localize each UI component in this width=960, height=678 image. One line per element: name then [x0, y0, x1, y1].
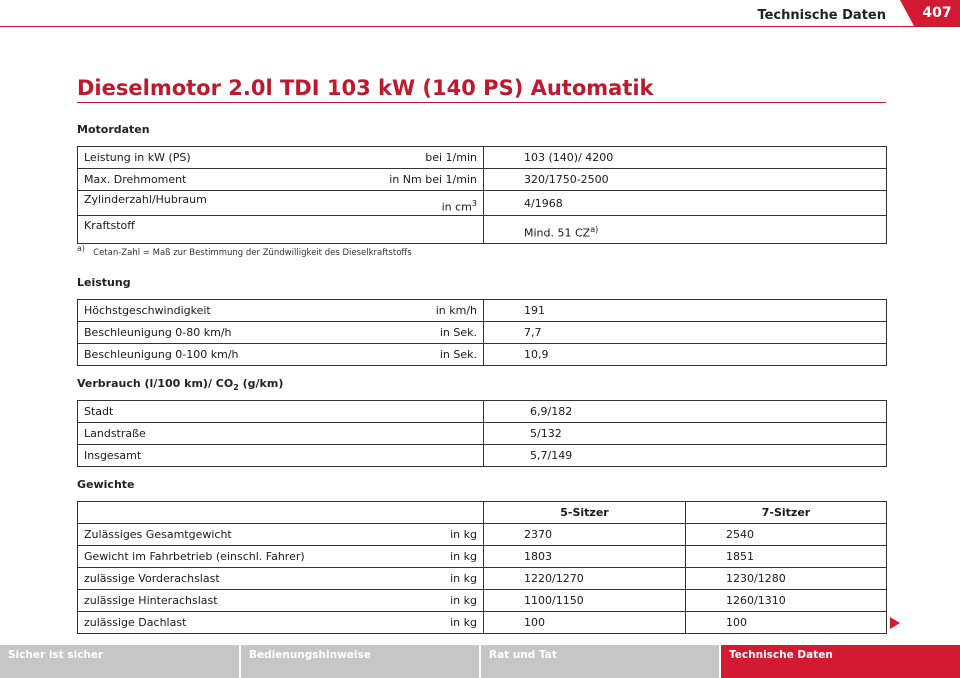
column-header-7-sitzer: 7-Sitzer: [686, 502, 887, 524]
footnote-text: Cetan-Zahl = Maß zur Bestimmung der Zündwilligkeit des Dieselkraftstoffs: [93, 247, 412, 258]
row-value-7: 100: [686, 612, 887, 634]
row-label: Insgesamt: [78, 445, 484, 467]
page-number-notch: [900, 0, 914, 26]
row-value: 320/1750-2500: [484, 169, 887, 191]
section-heading-leistung: Leistung: [77, 276, 131, 289]
header-empty-cell: [78, 502, 484, 524]
label-text: Leistung in kW (PS): [84, 151, 191, 164]
table-row: [78, 344, 887, 366]
row-label: [78, 300, 484, 322]
footer-tab-sicher[interactable]: Sicher ist sicher: [0, 645, 239, 678]
table-row: [78, 445, 887, 467]
row-label: Gewicht im Fahrbetrieb (einschl. Fahrer) in kg: [78, 546, 484, 568]
footer-tab-bedienung[interactable]: Bedienungshinweise: [241, 645, 479, 678]
unit-text: in Nm bei 1/min: [389, 173, 477, 186]
title-rule: [77, 102, 886, 103]
unit-text: in Sek.: [439, 326, 477, 339]
table-row: [78, 423, 887, 445]
row-value: 10,9: [484, 344, 887, 366]
row-value: 103 (140)/ 4200: [484, 147, 887, 169]
column-header-5-sitzer: 5-Sitzer: [484, 502, 686, 524]
row-label: [78, 169, 484, 191]
footnote-mark: a): [77, 244, 86, 253]
row-value: 7,7: [484, 322, 887, 344]
row-value-7: 1260/1310: [686, 590, 887, 612]
row-label: [78, 344, 484, 366]
table-header-row: [78, 502, 887, 524]
row-label: [78, 216, 484, 244]
unit-text: bei 1/min: [425, 151, 477, 164]
row-label: Stadt: [78, 401, 484, 423]
footnote: [77, 244, 412, 258]
table-row: [78, 524, 887, 546]
header-rule: [0, 26, 960, 27]
row-label: zulässige Vorderachslast in kg: [78, 568, 484, 590]
page-title: Dieselmotor 2.0l TDI 103 kW (140 PS) Automatik: [77, 76, 654, 100]
row-label: zulässige Hinterachslast in kg: [78, 590, 484, 612]
unit-text: in $cm^3$: [441, 198, 477, 214]
footer-nav: [0, 645, 960, 678]
table-row: [78, 546, 887, 568]
label-text: Beschleunigung 0-80 km/h: [84, 326, 232, 339]
row-value-5: 1220/1270: [484, 568, 686, 590]
row-value-5: 1100/1150: [484, 590, 686, 612]
table-row: [78, 401, 887, 423]
row-label: Zulässiges Gesamtgewicht in kg: [78, 524, 484, 546]
row-value-7: 1851: [686, 546, 887, 568]
label-text: Beschleunigung 0-100 km/h: [84, 348, 239, 361]
row-value-5: 100: [484, 612, 686, 634]
table-gewichte: [77, 501, 887, 634]
label-text: Max. Drehmoment: [84, 173, 187, 186]
row-value: 4/1968: [484, 191, 887, 216]
unit-text: in Sek.: [439, 348, 477, 361]
row-value: Mind. 51 CZ$^{a)}$: [484, 216, 887, 244]
footer-tab-rat-und-tat[interactable]: Rat und Tat: [481, 645, 719, 678]
table-row: [78, 147, 887, 169]
table-row: [78, 568, 887, 590]
section-heading-gewichte: Gewichte: [77, 478, 135, 491]
row-value-5: 2370: [484, 524, 686, 546]
row-label: [78, 191, 484, 216]
unit-text: in km/h: [435, 304, 477, 317]
row-value: 5/132: [484, 423, 887, 445]
table-row: [78, 191, 887, 216]
triangle-right-icon[interactable]: [890, 617, 900, 629]
table-motordaten: [77, 146, 887, 244]
row-value: 6,9/182: [484, 401, 887, 423]
row-label: [78, 147, 484, 169]
table-verbrauch: [77, 400, 887, 467]
row-value-7: 2540: [686, 524, 887, 546]
row-value-5: 1803: [484, 546, 686, 568]
section-heading-motordaten: Motordaten: [77, 123, 150, 136]
header-title: Technische Daten: [757, 8, 886, 23]
table-row: [78, 322, 887, 344]
section-heading-verbrauch: Verbrauch (l/100 km)/ $CO_2$ (g/km): [77, 377, 284, 393]
table-row: [78, 169, 887, 191]
table-row: [78, 612, 887, 634]
table-leistung: [77, 299, 887, 366]
label-text: Höchstgeschwindigkeit: [84, 304, 211, 317]
page-number: 407: [914, 0, 960, 26]
row-label: [78, 322, 484, 344]
row-label: zulässige Dachlast in kg: [78, 612, 484, 634]
table-row: [78, 590, 887, 612]
label-text: Zylinderzahl/Hubraum: [84, 192, 207, 206]
table-row: [78, 216, 887, 244]
table-row: [78, 300, 887, 322]
row-value: 191: [484, 300, 887, 322]
label-text: Kraftstoff: [84, 219, 135, 232]
row-value-7: 1230/1280: [686, 568, 887, 590]
footer-tab-technische-daten[interactable]: Technische Daten: [721, 645, 960, 678]
row-value: 5,7/149: [484, 445, 887, 467]
row-label: Landstraße: [78, 423, 484, 445]
